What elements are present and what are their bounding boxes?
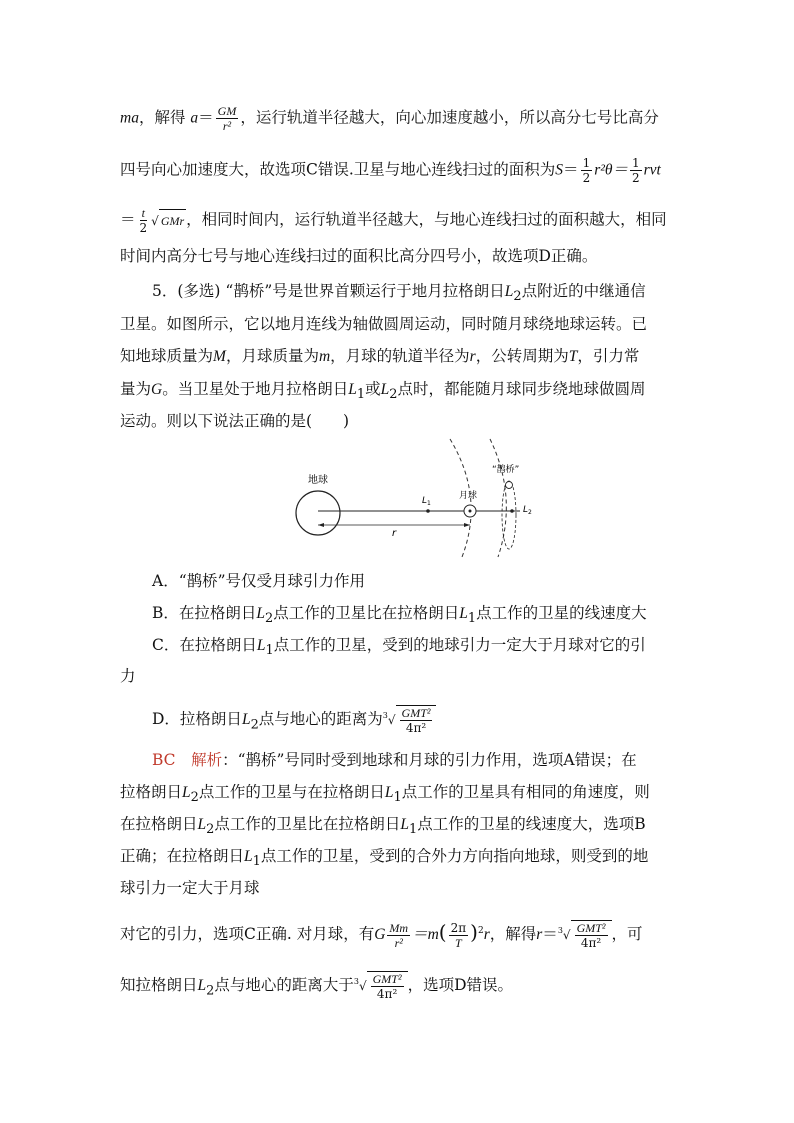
analysis-line-4: 正确；在拉格朗日$L_1$点工作的卫星，受到的合外力方向指向地球，则受到的地 [120, 847, 649, 870]
L1-point [426, 509, 430, 513]
solution-line-3: ＝ $\frac{t}{2}$ √ GMr ，相同时间内，运行轨道半径越大，与地心连线扫过的面积越大，相同 [120, 206, 667, 235]
fraction-half-1: $\frac{1}{2}$ [582, 156, 591, 185]
L2-point [510, 509, 514, 513]
analysis-line-6: 对它的引力，选项C正确. 对月球，有G $\frac{Mm}{\text{r²}}$ ＝m( $\frac{2\pi}{T}$ )$^2$r，解得r＝$^3$√ $\frac{\text{GMT²}}{\text{4π²}}$ ，可 [120, 920, 643, 951]
question-line-3: 知地球质量为M，月球质量为m，月球的轨道半径为r，公转周期为T，引力常 [120, 347, 640, 365]
moon-center [469, 510, 472, 513]
analysis-label: 解析 [191, 751, 223, 769]
analysis-line-7: 知拉格朗日$L_2$点与地心的距离大于$^3$√ $\frac{\text{GMT²}}{\text{4π²}}$ ，选项D错误。 [120, 972, 513, 1002]
earth-label: 地球 [308, 475, 328, 486]
L1-label: $L_1$ [422, 496, 431, 507]
question-line-2: 卫星。如图所示，它以地月连线为轴做圆周运动，同时随月球绕地球运转。已 [120, 315, 648, 333]
r-arrow-right [464, 523, 470, 527]
fraction-GM-r2: $\frac{GM}{\text{r²}}$ [217, 104, 237, 133]
satellite-icon [506, 482, 513, 489]
earth-moon-lagrange-diagram [280, 435, 550, 560]
solution-line-1: ma，解得 a＝ $\frac{GM}{\text{r²}}$ ，运行轨道半径越大，向心加速度越小，所以高分七号比高分 [120, 104, 659, 133]
r-label: r [392, 528, 397, 539]
analysis-line-3: 在拉格朗日$L_2$点工作的卫星比在拉格朗日$L_1$点工作的卫星的线速度大，选项B [120, 815, 646, 838]
analysis-line-2: 拉格朗日$L_2$点工作的卫星与在拉格朗日$L_1$点工作的卫星具有相同的角速度，则 [120, 783, 650, 806]
cbrt-GMT2-4pi2: √ $\frac{\text{GMT²}}{\text{4π²}}$ [388, 705, 437, 735]
analysis-line-5: 球引力一定大于月球 [120, 879, 260, 897]
solution-line-2: 四号向心加速度大，故选项C错误.卫星与地心连线扫过的面积为S＝ $\frac{1}{2}$ r²θ＝ $\frac{1}{2}$ rvt [120, 156, 661, 185]
solution-line-4: 时间内高分七号与地心连线扫过的面积比高分四号小，故选项D正确。 [120, 247, 598, 265]
question-line-1: 5．(多选) “鹊桥”号是世界首颗运行于地月拉格朗日$L_2$点附近的中继通信 [152, 282, 646, 305]
satellite-orbit-ellipse [502, 481, 516, 549]
satellite-label: “鹊桥” [492, 465, 520, 475]
fraction-t-2: $\frac{t}{2}$ [139, 206, 148, 235]
question-line-5: 运动。则以下说法正确的是( ) [120, 412, 350, 430]
option-C: C．在拉格朗日$L_1$点工作的卫星，受到的地球引力一定大于月球对它的引 [152, 636, 646, 659]
option-A: A．“鹊桥”号仅受月球引力作用 [152, 572, 366, 590]
analysis-line-1: BC 解析：“鹊桥”号同时受到地球和月球的引力作用，选项A错误；在 [152, 751, 637, 769]
L2-label: $L_2$ [523, 505, 532, 516]
sqrt-GMr: √ GMr [151, 209, 186, 232]
fraction-half-2: $\frac{1}{2}$ [632, 156, 640, 185]
option-C-continuation: 力 [120, 667, 136, 685]
earth-circle [296, 491, 340, 535]
answer-badge: BC [152, 751, 176, 769]
question-line-4: 量为G。当卫星处于地月拉格朗日$L_1$或$L_2$点时，都能随月球同步绕地球做圆周 [120, 380, 646, 403]
moon-label: 月球 [459, 491, 478, 501]
option-D: D．拉格朗日$L_2$点与地心的距离为$^3$√ $\frac{\text{GMT²}}{\text{4π²}}$ [152, 705, 436, 736]
option-B: B．在拉格朗日$L_2$点工作的卫星比在拉格朗日$L_1$点工作的卫星的线速度大 [152, 604, 647, 627]
